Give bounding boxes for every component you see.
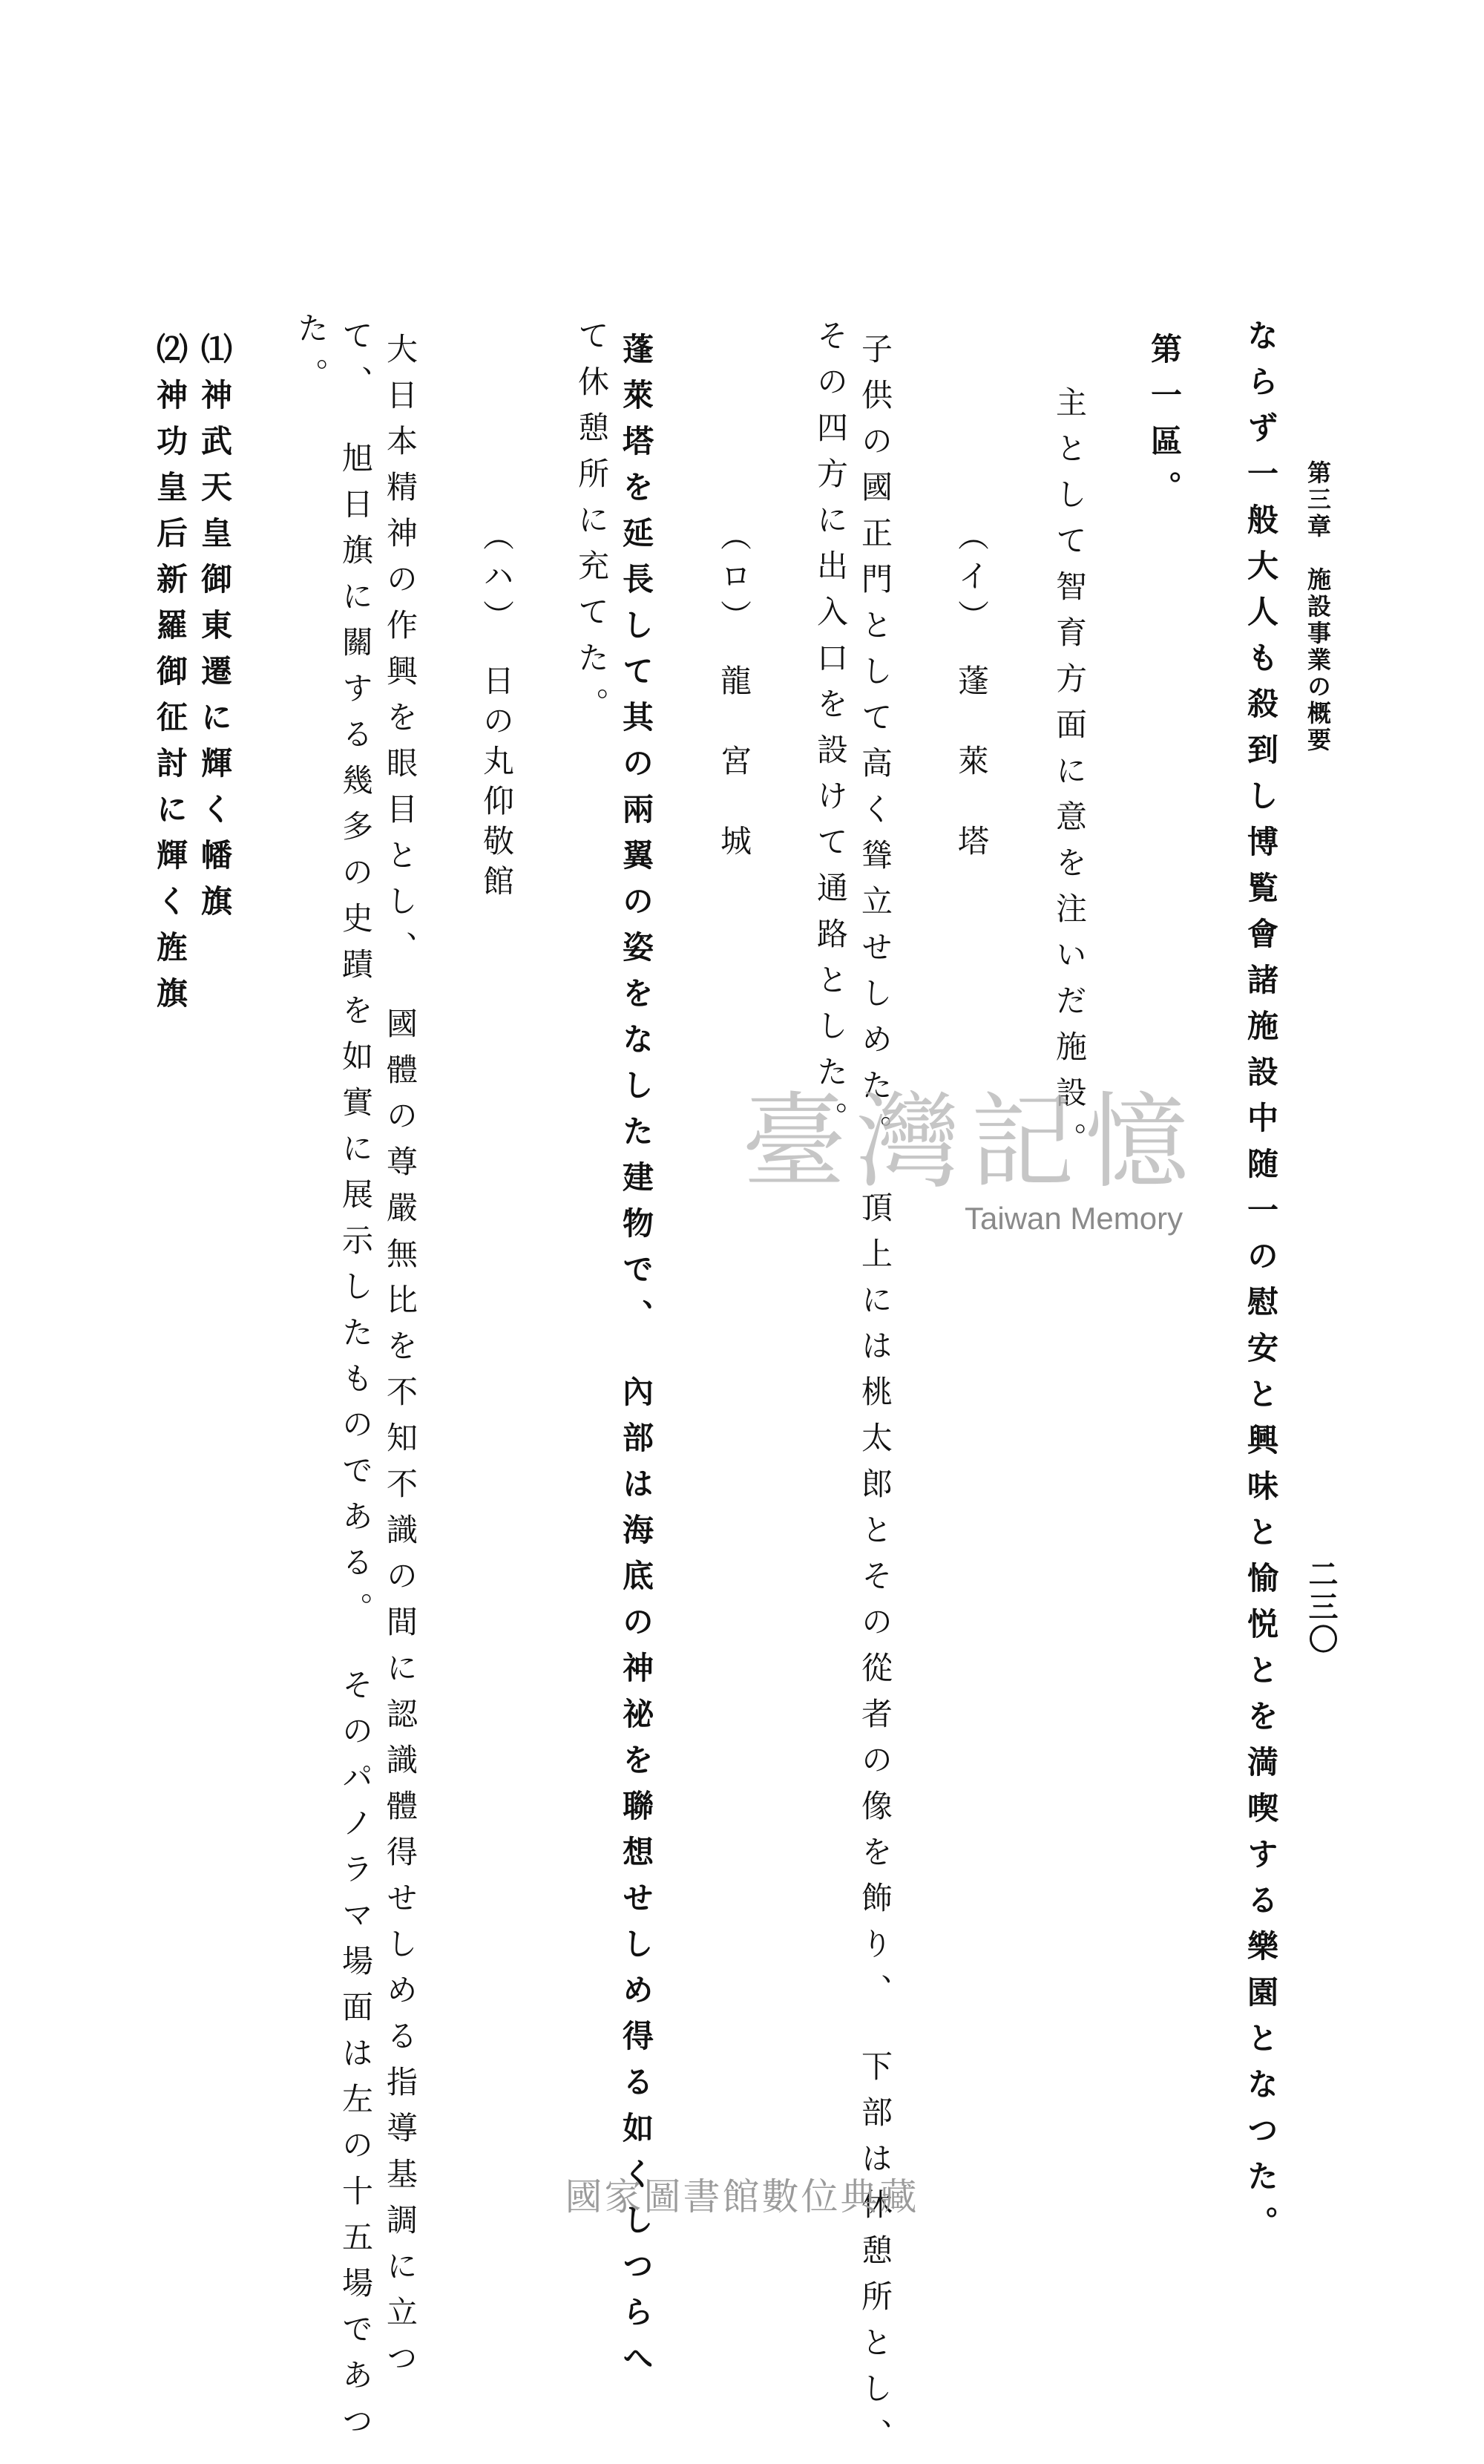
text-column: その四方に出入口を設けて通路とした。 [812, 319, 849, 1147]
subsection-heading: （ロ） 龍 宮 城 [716, 520, 752, 865]
footer-label: 國家圖書館數位典藏 [565, 2175, 919, 2218]
text-column: た。 [293, 312, 329, 404]
text-column: 大日本精神の作興を眼目とし、 國體の尊嚴無比を不知不識の間に認識體得せしめる指導基調に立つ [382, 332, 418, 2388]
text-column: ならず一般大人も殺到し博覧會諸施設中随一の慰安と興味と愉悦とを満喫する樂園となつた。 [1243, 319, 1279, 2252]
list-item: ⑴神武天皇御東遷に輝く幡旗 [197, 332, 233, 931]
watermark-logo-text: 臺灣記憶 [742, 1082, 1200, 1203]
text-column: て、 旭日旗に關する幾多の史蹟を如實に展示したものである。 そのパノラマ場面は左の十五場であつ [338, 319, 374, 2451]
page-number: 二三〇 [1304, 1559, 1339, 1657]
subsection-heading: （ハ） 日の丸仰敬館 [479, 520, 515, 905]
watermark [742, 1082, 1200, 1236]
watermark-subtitle: Taiwan Memory [965, 1201, 1183, 1236]
text-column: 蓬萊塔を延長して其の兩翼の姿をなした建物で、 內部は海底の神祕を聯想せしめ得る如くしつらへ [618, 332, 654, 2388]
chapter-header: 第三章 施設事業の概要 [1304, 460, 1332, 754]
list-item: ⑵神功皇后新羅御征討に輝く旌旗 [152, 332, 188, 1023]
section-heading: 第一區。 [1146, 332, 1183, 517]
subsection-heading: （イ） 蓬 萊 塔 [953, 520, 990, 865]
text-column: 子供の國正門として高く聳立せしめた。 頂上には桃太郎とその從者の像を飾り、 下部は休憩所とし、 [857, 332, 893, 2464]
text-column: て休憩所に充てた。 [574, 319, 610, 733]
text-column: 主として智育方面に意を注いだ施設。 [1051, 386, 1088, 1168]
